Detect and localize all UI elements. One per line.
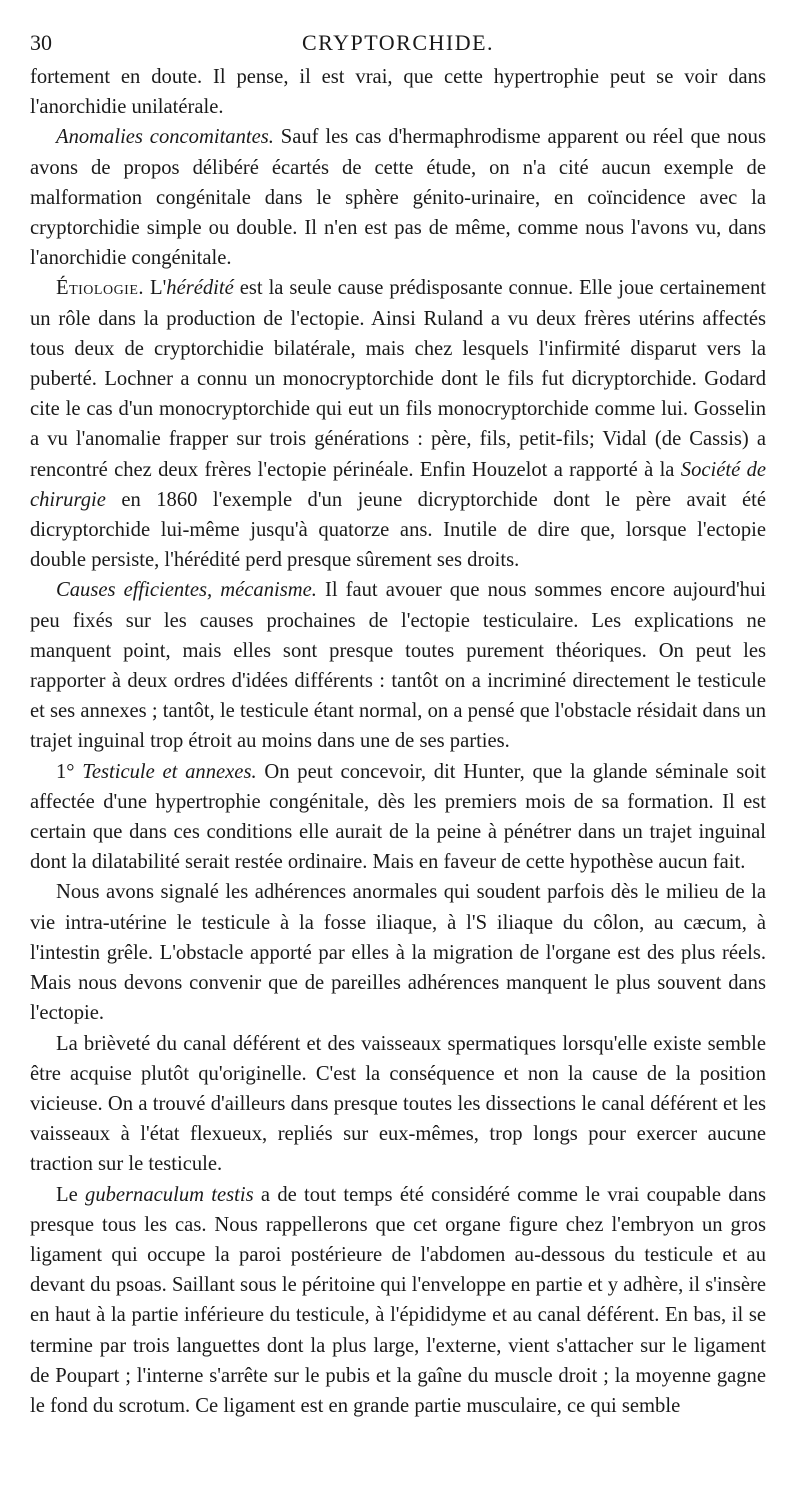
paragraph-continuation — [30, 62, 766, 122]
page-number: 30 — [30, 30, 52, 55]
paragraph-adherences — [30, 877, 766, 1028]
paragraph-text: Il faut avouer que nous sommes encore aujourd'hui peu fixés sur les causes prochaines de l'ectopie testiculaire. Les explications ne manquent point, mais elles sont presque toutes purement théoriques. On peut les rapporter à deux ordres d'idées différents : tantôt on a incriminé directement le testicule et ses annexes ; tantôt, le testicule étant normal, on a pensé que l'obstacle résidait dans un trajet inguinal trop étroit au moins dans une de ses parties. — [30, 579, 766, 753]
paragraph-text: a de tout temps été considéré comme le vrai coupable dans presque tous les cas. Nous rappellerons que cet organe figure chez l'embryon un gros ligament qui occupe la paroi postérieure de l'abdomen au-dessous du testicule et au devant du psoas. Saillant sous le péritoine qui l'enveloppe en partie et y adhère, il s'insère en haut à la partie inférieure du testicule, à l'épididyme et au canal déférent. En bas, il se termine par trois languettes dont la plus large, l'externe, vient s'attacher sur le ligament de Poupart ; l'interne s'arrête sur le pubis et la gaîne du muscle droit ; la moyenne gagne le fond du scrotum. Ce ligament est en grande partie musculaire, ce qui semble — [30, 1183, 767, 1417]
running-head — [30, 28, 766, 62]
paragraph-text-prefix: L' — [144, 277, 167, 300]
paragraph-causes — [30, 575, 766, 756]
paragraph-testicule — [30, 757, 766, 878]
body-text — [30, 62, 766, 1421]
paragraph-text-prefix: Le — [56, 1183, 86, 1206]
paragraph-number: 1° — [56, 760, 83, 783]
paragraph-text: Nous avons signalé les adhérences anormales qui soudent parfois dès le milieu de la vie intra-utérine le testicule à la fosse iliaque, à l'S iliaque du côlon, au cæcum, à l'intestin grêle. L'obstacle apporté par elles à la migration de l'organe est des plus réels. Mais nous devons convenir que de pareilles adhérences manquent le plus souvent dans l'ectopie. — [30, 881, 766, 1025]
paragraph-anomalies — [30, 122, 766, 273]
paragraph-text: fortement en doute. Il pense, il est vrai, que cette hypertrophie peut se voir dans l'anorchidie unilatérale. — [30, 66, 766, 119]
term-societe-chirurgie: Société de chirurgie — [30, 458, 767, 511]
paragraph-text: On peut concevoir, dit Hunter, que la glande séminale soit affectée d'une hypertrophie congénitale, dès les premiers mois de sa formation. Il est certain que dans ces conditions elle aurait de la peine à pénétrer dans un trajet inguinal dont la dilatabilité serait restée ordinaire. Mais en faveur de cette hypothèse aucun fait. — [30, 760, 767, 874]
section-heading-etiologie: Étiologie. — [56, 277, 145, 300]
paragraph-brievete — [30, 1029, 766, 1180]
paragraph-etiologie — [30, 273, 766, 575]
running-title: CRYPTORCHIDE. — [301, 30, 495, 55]
paragraph-gubernaculum — [30, 1180, 766, 1422]
term-gubernaculum: gubernaculum testis — [85, 1183, 254, 1206]
section-heading-anomalies: Anomalies concomitantes. — [56, 126, 274, 149]
section-heading-causes: Causes efficientes, mécanisme. — [56, 579, 317, 602]
term-heredite: hérédité — [166, 277, 234, 300]
paragraph-text: Sauf les cas d'hermaphrodisme apparent ou réel que nous avons de propos délibéré écartés de cette étude, on n'a cité aucun exemple de malformation congénitale dans le sphère génito-urinaire, en coïncidence avec la cryptorchidie simple ou double. Il n'en est pas de même, comme nous l'avons vu, dans l'anorchidie congénitale. — [30, 126, 766, 270]
paragraph-text: est la seule cause prédisposante connue. Elle joue certainement un rôle dans la production de l'ectopie. Ainsi Ruland a vu deux frères utérins affectés tous deux de cryptorchidie bilatérale, mais chez lesquels l'infirmité disparut vers la puberté. Lochner a connu un monocryptorchide dont le fils fut dicryptorchide. Godard cite le cas d'un monocryptorchide qui eut un fils monocryptorchide comme lui. Gosselin a vu l'anomalie frapper sur trois générations : père, fils, petit-fils; Vidal (de Cassis) a rencontré chez deux frères l'ectopie périnéale. Enfin Houzelot a rapporté à la — [30, 277, 766, 481]
paragraph-text: La brièveté du canal déférent et des vaisseaux spermatiques lorsqu'elle existe semble être acquise plutôt qu'originelle. C'est la conséquence et non la cause de la position vicieuse. On a trouvé d'ailleurs dans presque toutes les dissections le canal déférent et les vaisseaux à l'état flexueux, repliés sur eux-mêmes, trop longs pour exercer aucune traction sur le testicule. — [30, 1032, 766, 1176]
book-page — [30, 28, 766, 1421]
section-heading-testicule: Testicule et annexes. — [82, 760, 257, 783]
paragraph-text-continued: en 1860 l'exemple d'un jeune dicryptorchide dont le père avait été dicryptorchide lui-même jusqu'à quatorze ans. Inutile de dire que, lorsque l'ectopie double persiste, l'hérédité perd presque sûrement ses droits. — [30, 488, 766, 572]
